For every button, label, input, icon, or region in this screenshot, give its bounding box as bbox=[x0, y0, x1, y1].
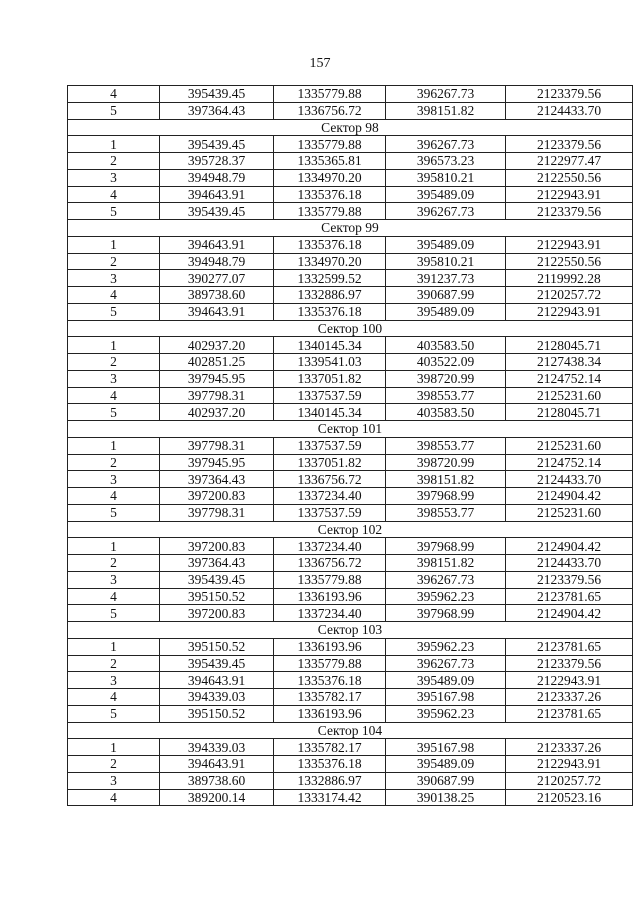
table-row bbox=[68, 236, 633, 253]
y2-coordinate-cell: 2123337.26 bbox=[506, 739, 633, 756]
table-row bbox=[68, 689, 633, 706]
point-number-cell: 3 bbox=[68, 270, 160, 287]
table-row bbox=[68, 86, 633, 103]
x2-coordinate-cell: 398553.77 bbox=[386, 504, 506, 521]
y2-coordinate-cell: 2124904.42 bbox=[506, 605, 633, 622]
sector-header-row bbox=[68, 521, 633, 538]
point-number-cell: 1 bbox=[68, 538, 160, 555]
coordinates-table-body bbox=[68, 86, 633, 806]
x2-coordinate-cell: 395489.09 bbox=[386, 756, 506, 773]
point-number-cell: 5 bbox=[68, 504, 160, 521]
x2-coordinate-cell: 396267.73 bbox=[386, 86, 506, 103]
y1-coordinate-cell: 1337537.59 bbox=[274, 504, 386, 521]
point-number-cell: 1 bbox=[68, 739, 160, 756]
table-row bbox=[68, 303, 633, 320]
y1-coordinate-cell: 1335779.88 bbox=[274, 571, 386, 588]
point-number-cell: 4 bbox=[68, 488, 160, 505]
y1-coordinate-cell: 1332886.97 bbox=[274, 287, 386, 304]
x1-coordinate-cell: 397798.31 bbox=[160, 504, 274, 521]
y2-coordinate-cell: 2122943.91 bbox=[506, 756, 633, 773]
y2-coordinate-cell: 2123337.26 bbox=[506, 689, 633, 706]
table-row bbox=[68, 705, 633, 722]
x1-coordinate-cell: 395150.52 bbox=[160, 588, 274, 605]
x2-coordinate-cell: 397968.99 bbox=[386, 605, 506, 622]
y1-coordinate-cell: 1333174.42 bbox=[274, 789, 386, 806]
y2-coordinate-cell: 2120257.72 bbox=[506, 287, 633, 304]
table-row bbox=[68, 136, 633, 153]
y1-coordinate-cell: 1335779.88 bbox=[274, 655, 386, 672]
y2-coordinate-cell: 2123781.65 bbox=[506, 588, 633, 605]
point-number-cell: 5 bbox=[68, 605, 160, 622]
table-row bbox=[68, 102, 633, 119]
y1-coordinate-cell: 1335779.88 bbox=[274, 86, 386, 103]
y2-coordinate-cell: 2123379.56 bbox=[506, 136, 633, 153]
table-row bbox=[68, 571, 633, 588]
point-number-cell: 4 bbox=[68, 387, 160, 404]
y1-coordinate-cell: 1334970.20 bbox=[274, 169, 386, 186]
point-number-cell: 3 bbox=[68, 672, 160, 689]
y2-coordinate-cell: 2123379.56 bbox=[506, 203, 633, 220]
y1-coordinate-cell: 1336756.72 bbox=[274, 471, 386, 488]
x1-coordinate-cell: 402851.25 bbox=[160, 354, 274, 371]
x2-coordinate-cell: 395810.21 bbox=[386, 169, 506, 186]
y2-coordinate-cell: 2124752.14 bbox=[506, 370, 633, 387]
x2-coordinate-cell: 403583.50 bbox=[386, 404, 506, 421]
table-row bbox=[68, 153, 633, 170]
point-number-cell: 4 bbox=[68, 86, 160, 103]
x1-coordinate-cell: 395728.37 bbox=[160, 153, 274, 170]
point-number-cell: 3 bbox=[68, 370, 160, 387]
x2-coordinate-cell: 403583.50 bbox=[386, 337, 506, 354]
table-row bbox=[68, 739, 633, 756]
table-row bbox=[68, 404, 633, 421]
point-number-cell: 3 bbox=[68, 471, 160, 488]
y1-coordinate-cell: 1335376.18 bbox=[274, 236, 386, 253]
point-number-cell: 2 bbox=[68, 454, 160, 471]
sector-header-row bbox=[68, 722, 633, 739]
y2-coordinate-cell: 2122943.91 bbox=[506, 672, 633, 689]
y1-coordinate-cell: 1335782.17 bbox=[274, 689, 386, 706]
y2-coordinate-cell: 2122550.56 bbox=[506, 169, 633, 186]
y1-coordinate-cell: 1336193.96 bbox=[274, 638, 386, 655]
sector-header-row bbox=[68, 220, 633, 237]
x1-coordinate-cell: 389200.14 bbox=[160, 789, 274, 806]
point-number-cell: 5 bbox=[68, 705, 160, 722]
y1-coordinate-cell: 1335779.88 bbox=[274, 136, 386, 153]
x2-coordinate-cell: 398553.77 bbox=[386, 437, 506, 454]
x2-coordinate-cell: 398720.99 bbox=[386, 370, 506, 387]
sector-title: Сектор 103 bbox=[68, 622, 633, 639]
point-number-cell: 2 bbox=[68, 253, 160, 270]
x1-coordinate-cell: 395439.45 bbox=[160, 655, 274, 672]
y2-coordinate-cell: 2120523.16 bbox=[506, 789, 633, 806]
x2-coordinate-cell: 395489.09 bbox=[386, 186, 506, 203]
table-row bbox=[68, 605, 633, 622]
table-row bbox=[68, 756, 633, 773]
y2-coordinate-cell: 2122977.47 bbox=[506, 153, 633, 170]
table-row bbox=[68, 672, 633, 689]
table-row bbox=[68, 588, 633, 605]
x1-coordinate-cell: 389738.60 bbox=[160, 772, 274, 789]
y2-coordinate-cell: 2124433.70 bbox=[506, 102, 633, 119]
y1-coordinate-cell: 1336193.96 bbox=[274, 588, 386, 605]
x2-coordinate-cell: 396267.73 bbox=[386, 655, 506, 672]
table-row bbox=[68, 337, 633, 354]
x1-coordinate-cell: 397200.83 bbox=[160, 538, 274, 555]
point-number-cell: 5 bbox=[68, 102, 160, 119]
x2-coordinate-cell: 395167.98 bbox=[386, 689, 506, 706]
table-row bbox=[68, 471, 633, 488]
point-number-cell: 4 bbox=[68, 287, 160, 304]
x1-coordinate-cell: 402937.20 bbox=[160, 404, 274, 421]
y1-coordinate-cell: 1340145.34 bbox=[274, 404, 386, 421]
page-number: 157 bbox=[309, 56, 331, 71]
x1-coordinate-cell: 397200.83 bbox=[160, 488, 274, 505]
x2-coordinate-cell: 395962.23 bbox=[386, 588, 506, 605]
table-row bbox=[68, 789, 633, 806]
table-row bbox=[68, 270, 633, 287]
x1-coordinate-cell: 394643.91 bbox=[160, 756, 274, 773]
table-row bbox=[68, 203, 633, 220]
x2-coordinate-cell: 398151.82 bbox=[386, 555, 506, 572]
y1-coordinate-cell: 1335376.18 bbox=[274, 303, 386, 320]
y1-coordinate-cell: 1340145.34 bbox=[274, 337, 386, 354]
x1-coordinate-cell: 395439.45 bbox=[160, 571, 274, 588]
point-number-cell: 4 bbox=[68, 789, 160, 806]
x2-coordinate-cell: 398720.99 bbox=[386, 454, 506, 471]
table-row bbox=[68, 655, 633, 672]
y2-coordinate-cell: 2123379.56 bbox=[506, 86, 633, 103]
y2-coordinate-cell: 2122943.91 bbox=[506, 236, 633, 253]
y1-coordinate-cell: 1335782.17 bbox=[274, 739, 386, 756]
x1-coordinate-cell: 394339.03 bbox=[160, 739, 274, 756]
x1-coordinate-cell: 397364.43 bbox=[160, 471, 274, 488]
x1-coordinate-cell: 395150.52 bbox=[160, 638, 274, 655]
table-row bbox=[68, 488, 633, 505]
point-number-cell: 1 bbox=[68, 437, 160, 454]
point-number-cell: 2 bbox=[68, 153, 160, 170]
x2-coordinate-cell: 395489.09 bbox=[386, 672, 506, 689]
y2-coordinate-cell: 2120257.72 bbox=[506, 772, 633, 789]
point-number-cell: 1 bbox=[68, 236, 160, 253]
point-number-cell: 4 bbox=[68, 588, 160, 605]
point-number-cell: 2 bbox=[68, 354, 160, 371]
y2-coordinate-cell: 2125231.60 bbox=[506, 387, 633, 404]
point-number-cell: 5 bbox=[68, 303, 160, 320]
point-number-cell: 3 bbox=[68, 169, 160, 186]
point-number-cell: 1 bbox=[68, 337, 160, 354]
x1-coordinate-cell: 394643.91 bbox=[160, 186, 274, 203]
sector-title: Сектор 99 bbox=[68, 220, 633, 237]
y2-coordinate-cell: 2128045.71 bbox=[506, 337, 633, 354]
x2-coordinate-cell: 395489.09 bbox=[386, 303, 506, 320]
x2-coordinate-cell: 390138.25 bbox=[386, 789, 506, 806]
x1-coordinate-cell: 394643.91 bbox=[160, 236, 274, 253]
y2-coordinate-cell: 2124904.42 bbox=[506, 538, 633, 555]
x1-coordinate-cell: 394339.03 bbox=[160, 689, 274, 706]
table-row bbox=[68, 253, 633, 270]
x2-coordinate-cell: 403522.09 bbox=[386, 354, 506, 371]
y1-coordinate-cell: 1339541.03 bbox=[274, 354, 386, 371]
table-row bbox=[68, 354, 633, 371]
y1-coordinate-cell: 1335365.81 bbox=[274, 153, 386, 170]
x1-coordinate-cell: 397945.95 bbox=[160, 454, 274, 471]
y1-coordinate-cell: 1336756.72 bbox=[274, 555, 386, 572]
x1-coordinate-cell: 397364.43 bbox=[160, 555, 274, 572]
y1-coordinate-cell: 1337537.59 bbox=[274, 437, 386, 454]
x1-coordinate-cell: 397200.83 bbox=[160, 605, 274, 622]
table-row bbox=[68, 370, 633, 387]
table-row bbox=[68, 186, 633, 203]
point-number-cell: 1 bbox=[68, 136, 160, 153]
x2-coordinate-cell: 398151.82 bbox=[386, 471, 506, 488]
table-row bbox=[68, 437, 633, 454]
coordinates-table bbox=[67, 85, 633, 806]
x1-coordinate-cell: 389738.60 bbox=[160, 287, 274, 304]
y2-coordinate-cell: 2124752.14 bbox=[506, 454, 633, 471]
x1-coordinate-cell: 397798.31 bbox=[160, 437, 274, 454]
y1-coordinate-cell: 1337234.40 bbox=[274, 538, 386, 555]
table-row bbox=[68, 387, 633, 404]
y1-coordinate-cell: 1336193.96 bbox=[274, 705, 386, 722]
y1-coordinate-cell: 1332886.97 bbox=[274, 772, 386, 789]
y1-coordinate-cell: 1337234.40 bbox=[274, 605, 386, 622]
sector-title: Сектор 102 bbox=[68, 521, 633, 538]
x1-coordinate-cell: 394948.79 bbox=[160, 253, 274, 270]
sector-title: Сектор 101 bbox=[68, 421, 633, 438]
table-row bbox=[68, 538, 633, 555]
x2-coordinate-cell: 395962.23 bbox=[386, 638, 506, 655]
y2-coordinate-cell: 2124433.70 bbox=[506, 471, 633, 488]
table-row bbox=[68, 454, 633, 471]
point-number-cell: 1 bbox=[68, 638, 160, 655]
sector-title: Сектор 100 bbox=[68, 320, 633, 337]
y2-coordinate-cell: 2122550.56 bbox=[506, 253, 633, 270]
point-number-cell: 5 bbox=[68, 203, 160, 220]
y2-coordinate-cell: 2124904.42 bbox=[506, 488, 633, 505]
x1-coordinate-cell: 394643.91 bbox=[160, 303, 274, 320]
y2-coordinate-cell: 2124433.70 bbox=[506, 555, 633, 572]
y2-coordinate-cell: 2125231.60 bbox=[506, 504, 633, 521]
y1-coordinate-cell: 1336756.72 bbox=[274, 102, 386, 119]
y2-coordinate-cell: 2119992.28 bbox=[506, 270, 633, 287]
sector-header-row bbox=[68, 421, 633, 438]
x2-coordinate-cell: 395167.98 bbox=[386, 739, 506, 756]
y2-coordinate-cell: 2123781.65 bbox=[506, 705, 633, 722]
x2-coordinate-cell: 390687.99 bbox=[386, 772, 506, 789]
y1-coordinate-cell: 1337537.59 bbox=[274, 387, 386, 404]
table-row bbox=[68, 555, 633, 572]
sector-title: Сектор 98 bbox=[68, 119, 633, 136]
x2-coordinate-cell: 398151.82 bbox=[386, 102, 506, 119]
x1-coordinate-cell: 394643.91 bbox=[160, 672, 274, 689]
x1-coordinate-cell: 395439.45 bbox=[160, 203, 274, 220]
x1-coordinate-cell: 394948.79 bbox=[160, 169, 274, 186]
x1-coordinate-cell: 390277.07 bbox=[160, 270, 274, 287]
x2-coordinate-cell: 395489.09 bbox=[386, 236, 506, 253]
y1-coordinate-cell: 1337051.82 bbox=[274, 370, 386, 387]
x2-coordinate-cell: 390687.99 bbox=[386, 287, 506, 304]
y2-coordinate-cell: 2123379.56 bbox=[506, 571, 633, 588]
table-row bbox=[68, 772, 633, 789]
sector-header-row bbox=[68, 320, 633, 337]
x1-coordinate-cell: 395439.45 bbox=[160, 86, 274, 103]
x1-coordinate-cell: 397945.95 bbox=[160, 370, 274, 387]
sector-header-row bbox=[68, 119, 633, 136]
x2-coordinate-cell: 395810.21 bbox=[386, 253, 506, 270]
y2-coordinate-cell: 2125231.60 bbox=[506, 437, 633, 454]
x1-coordinate-cell: 397798.31 bbox=[160, 387, 274, 404]
y1-coordinate-cell: 1335376.18 bbox=[274, 672, 386, 689]
x2-coordinate-cell: 396267.73 bbox=[386, 203, 506, 220]
table-row bbox=[68, 287, 633, 304]
table-row bbox=[68, 504, 633, 521]
x1-coordinate-cell: 395439.45 bbox=[160, 136, 274, 153]
y2-coordinate-cell: 2127438.34 bbox=[506, 354, 633, 371]
y1-coordinate-cell: 1335376.18 bbox=[274, 756, 386, 773]
table-row bbox=[68, 638, 633, 655]
x1-coordinate-cell: 395150.52 bbox=[160, 705, 274, 722]
point-number-cell: 2 bbox=[68, 756, 160, 773]
y1-coordinate-cell: 1335376.18 bbox=[274, 186, 386, 203]
y2-coordinate-cell: 2123379.56 bbox=[506, 655, 633, 672]
y2-coordinate-cell: 2123781.65 bbox=[506, 638, 633, 655]
point-number-cell: 3 bbox=[68, 772, 160, 789]
x2-coordinate-cell: 398553.77 bbox=[386, 387, 506, 404]
x2-coordinate-cell: 396267.73 bbox=[386, 571, 506, 588]
x2-coordinate-cell: 397968.99 bbox=[386, 488, 506, 505]
table-row bbox=[68, 169, 633, 186]
y1-coordinate-cell: 1332599.52 bbox=[274, 270, 386, 287]
y2-coordinate-cell: 2122943.91 bbox=[506, 303, 633, 320]
point-number-cell: 4 bbox=[68, 689, 160, 706]
x2-coordinate-cell: 396573.23 bbox=[386, 153, 506, 170]
y2-coordinate-cell: 2122943.91 bbox=[506, 186, 633, 203]
point-number-cell: 2 bbox=[68, 655, 160, 672]
y2-coordinate-cell: 2128045.71 bbox=[506, 404, 633, 421]
x2-coordinate-cell: 397968.99 bbox=[386, 538, 506, 555]
y1-coordinate-cell: 1337234.40 bbox=[274, 488, 386, 505]
y1-coordinate-cell: 1337051.82 bbox=[274, 454, 386, 471]
x2-coordinate-cell: 395962.23 bbox=[386, 705, 506, 722]
sector-title: Сектор 104 bbox=[68, 722, 633, 739]
point-number-cell: 3 bbox=[68, 571, 160, 588]
point-number-cell: 4 bbox=[68, 186, 160, 203]
x1-coordinate-cell: 397364.43 bbox=[160, 102, 274, 119]
x1-coordinate-cell: 402937.20 bbox=[160, 337, 274, 354]
x2-coordinate-cell: 391237.73 bbox=[386, 270, 506, 287]
y1-coordinate-cell: 1334970.20 bbox=[274, 253, 386, 270]
x2-coordinate-cell: 396267.73 bbox=[386, 136, 506, 153]
point-number-cell: 2 bbox=[68, 555, 160, 572]
point-number-cell: 5 bbox=[68, 404, 160, 421]
sector-header-row bbox=[68, 622, 633, 639]
y1-coordinate-cell: 1335779.88 bbox=[274, 203, 386, 220]
